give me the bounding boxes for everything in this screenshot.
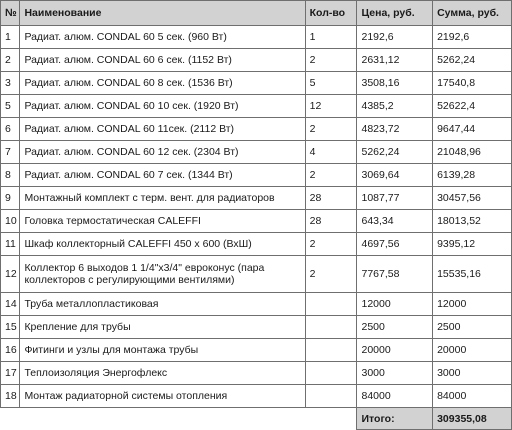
row-number: 10 [1,210,20,233]
table-row [1,95,512,118]
header-row [1,1,512,26]
row-name: Крепление для трубы [20,316,305,339]
table-row [1,210,512,233]
row-quantity: 28 [305,187,357,210]
row-number: 7 [1,141,20,164]
row-number: 17 [1,362,20,385]
table-row [1,72,512,95]
row-price: 3000 [357,362,433,385]
row-name: Радиат. алюм. CONDAL 60 5 сек. (960 Вт) [20,26,305,49]
table-row [1,233,512,256]
total-value: 309355,08 [433,408,512,430]
row-number: 12 [1,256,20,293]
row-sum: 3000 [433,362,512,385]
row-sum: 17540,8 [433,72,512,95]
row-quantity: 1 [305,26,357,49]
row-price: 643,34 [357,210,433,233]
total-spacer [20,408,305,430]
row-name: Монтажный комплект с терм. вент. для радиаторов [20,187,305,210]
row-number: 5 [1,95,20,118]
row-price: 1087,77 [357,187,433,210]
table-row [1,141,512,164]
row-quantity: 2 [305,164,357,187]
row-quantity: 2 [305,256,357,293]
row-number: 8 [1,164,20,187]
row-name: Труба металлопластиковая [20,293,305,316]
row-name: Головка термостатическая CALEFFI [20,210,305,233]
total-spacer [305,408,357,430]
row-name: Фитинги и узлы для монтажа трубы [20,339,305,362]
row-sum: 15535,16 [433,256,512,293]
table-header [1,1,512,26]
table-row [1,187,512,210]
row-price: 3069,64 [357,164,433,187]
row-price: 4385,2 [357,95,433,118]
row-quantity: 2 [305,49,357,72]
row-quantity: 28 [305,210,357,233]
row-sum: 18013,52 [433,210,512,233]
table-row [1,385,512,408]
row-quantity [305,362,357,385]
row-quantity: 5 [305,72,357,95]
row-name: Радиат. алюм. CONDAL 60 6 сек. (1152 Вт) [20,49,305,72]
row-number: 1 [1,26,20,49]
table-body [1,26,512,430]
row-sum: 9647,44 [433,118,512,141]
row-sum: 12000 [433,293,512,316]
row-number: 6 [1,118,20,141]
row-price: 20000 [357,339,433,362]
row-name: Радиат. алюм. CONDAL 60 8 сек. (1536 Вт) [20,72,305,95]
header-name: Наименование [20,1,305,26]
row-name: Радиат. алюм. CONDAL 60 11сек. (2112 Вт) [20,118,305,141]
row-number: 16 [1,339,20,362]
row-sum: 21048,96 [433,141,512,164]
row-quantity [305,316,357,339]
row-number: 2 [1,49,20,72]
row-price: 3508,16 [357,72,433,95]
row-name: Монтаж радиаторной системы отопления [20,385,305,408]
row-name: Коллектор 6 выходов 1 1/4"х3/4" евроконус (пара коллекторов с регулирующими вентилями) [20,256,305,293]
row-name: Шкаф коллекторный CALEFFI 450 х 600 (ВхШ) [20,233,305,256]
row-quantity: 4 [305,141,357,164]
row-sum: 52622,4 [433,95,512,118]
table-row [1,118,512,141]
row-sum: 2500 [433,316,512,339]
row-sum: 20000 [433,339,512,362]
row-sum: 30457,56 [433,187,512,210]
total-spacer [1,408,20,430]
row-number: 15 [1,316,20,339]
table-row [1,293,512,316]
header-sum: Сумма, руб. [433,1,512,26]
row-price: 4697,56 [357,233,433,256]
table-row [1,339,512,362]
row-name: Теплоизоляция Энергофлекс [20,362,305,385]
header-price: Цена, руб. [357,1,433,26]
row-sum: 6139,28 [433,164,512,187]
table-row [1,164,512,187]
row-price: 5262,24 [357,141,433,164]
table-row [1,26,512,49]
row-number: 3 [1,72,20,95]
row-sum: 84000 [433,385,512,408]
row-number: 11 [1,233,20,256]
row-price: 84000 [357,385,433,408]
row-price: 2500 [357,316,433,339]
row-name: Радиат. алюм. CONDAL 60 10 сек. (1920 Вт) [20,95,305,118]
row-price: 4823,72 [357,118,433,141]
row-quantity: 2 [305,233,357,256]
row-number: 9 [1,187,20,210]
total-label: Итого: [357,408,433,430]
table-row [1,362,512,385]
row-number: 18 [1,385,20,408]
row-quantity [305,339,357,362]
header-quantity: Кол-во [305,1,357,26]
row-name: Радиат. алюм. CONDAL 60 12 сек. (2304 Вт) [20,141,305,164]
row-sum: 5262,24 [433,49,512,72]
table-row [1,256,512,293]
row-quantity: 12 [305,95,357,118]
row-quantity [305,293,357,316]
header-number: № [1,1,20,26]
row-price: 2631,12 [357,49,433,72]
row-price: 2192,6 [357,26,433,49]
row-number: 14 [1,293,20,316]
table-row [1,49,512,72]
row-price: 12000 [357,293,433,316]
total-row [1,408,512,430]
row-name: Радиат. алюм. CONDAL 60 7 сек. (1344 Вт) [20,164,305,187]
row-quantity: 2 [305,118,357,141]
row-sum: 9395,12 [433,233,512,256]
row-price: 7767,58 [357,256,433,293]
table-row [1,316,512,339]
row-quantity [305,385,357,408]
row-sum: 2192,6 [433,26,512,49]
